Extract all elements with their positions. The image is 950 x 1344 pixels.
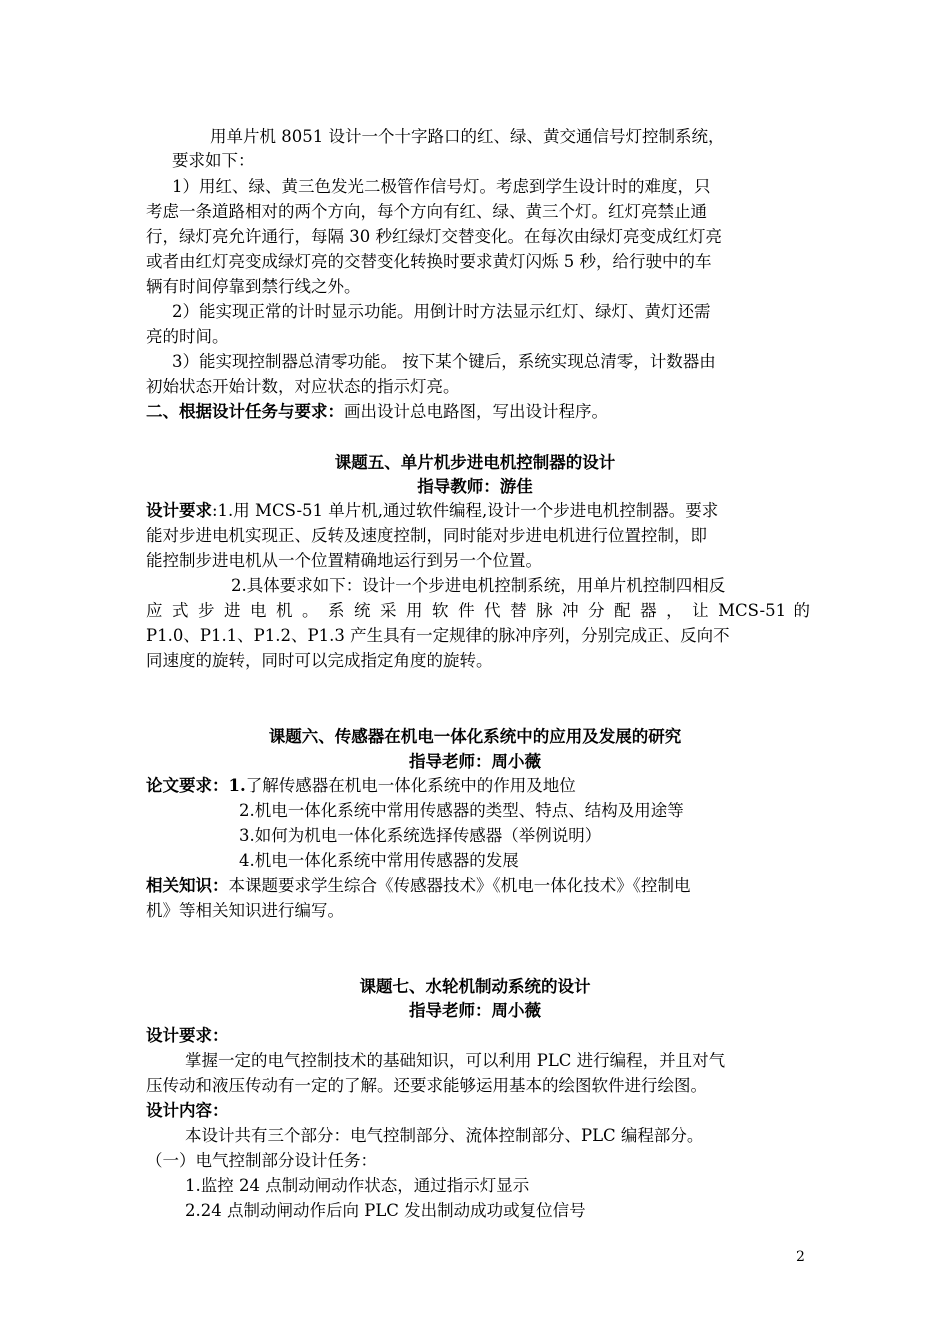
topic6-item-3: 3.如何为机电一体化系统选择传感器（举例说明） xyxy=(239,826,602,845)
topic6-item-1-number: 1. xyxy=(228,776,246,795)
topic6-knowledge-heading: 相关知识： xyxy=(146,876,229,895)
topic7-content-heading: 设计内容： xyxy=(146,1101,229,1120)
requirement-1-line-2: 考虑一条道路相对的两个方向，每个方向有红、绿、黄三个灯。红灯亮禁止通 xyxy=(146,202,707,221)
topic5-req-heading: 设计要求 xyxy=(146,501,212,520)
requirement-1-line-5: 辆有时间停靠到禁行线之外。 xyxy=(146,277,361,296)
topic6-item-4: 4.机电一体化系统中常用传感器的发展 xyxy=(239,851,519,870)
intro-line-1: 用单片机 8051 设计一个十字路口的红、绿、黄交通信号灯控制系统， xyxy=(210,127,725,146)
requirement-1-line-4: 或者由红灯亮变成绿灯亮的交替变化转换时要求黄灯闪烁 5 秒，给行驶中的车 xyxy=(146,252,712,271)
task-heading: 二、根据设计任务与要求： xyxy=(146,402,344,421)
topic6-item-2: 2.机电一体化系统中常用传感器的类型、特点、结构及用途等 xyxy=(239,801,684,820)
page-number: 2 xyxy=(796,1249,805,1265)
topic5-line-2: 能对步进电机实现正、反转及速度控制，同时能对步进电机进行位置控制，即 xyxy=(146,526,707,545)
topic6-teacher: 指导老师：周小薇 xyxy=(409,752,541,771)
topic5-title: 课题五、单片机步进电机控制器的设计 xyxy=(334,453,616,472)
topic7-req-line-1: 掌握一定的电气控制技术的基础知识，可以利用 PLC 进行编程，并且对气 xyxy=(185,1051,726,1070)
topic7-sub-item-2: 2.24 点制动闸动作后向 PLC 发出制动成功或复位信号 xyxy=(185,1201,586,1220)
topic6-req-heading: 论文要求： xyxy=(146,776,229,795)
task-text: 画出设计总电路图，写出设计程序。 xyxy=(344,402,608,421)
requirement-1-line-3: 行，绿灯亮允许通行，每隔 30 秒红绿灯交替变化。在每次由绿灯亮变成红灯亮 xyxy=(146,227,722,246)
intro-line-2: 要求如下： xyxy=(172,151,255,170)
topic7-req-line-2: 压传动和液压传动有一定的了解。还要求能够运用基本的绘图软件进行绘图。 xyxy=(146,1076,707,1095)
requirement-3-line-1: 3）能实现控制器总清零功能。 按下某个键后，系统实现总清零，计数器由 xyxy=(172,352,716,371)
topic7-sub-item-1: 1.监控 24 点制动闸动作状态，通过指示灯显示 xyxy=(185,1176,530,1195)
topic6-title: 课题六、传感器在机电一体化系统中的应用及发展的研究 xyxy=(268,727,682,746)
requirement-2-line-1: 2）能实现正常的计时显示功能。用倒计时方法显示红灯、绿灯、黄灯还需 xyxy=(172,302,711,321)
topic7-title: 课题七、水轮机制动系统的设计 xyxy=(359,977,591,996)
requirement-3-line-2: 初始状态开始计数，对应状态的指示灯亮。 xyxy=(146,377,460,396)
topic5-line-7: 同速度的旋转，同时可以完成指定角度的旋转。 xyxy=(146,651,493,670)
topic5-req-text: :1.用 MCS-51 单片机,通过软件编程,设计一个步进电机控制器。要求 xyxy=(212,501,719,520)
topic5-line-4: 2.具体要求如下：设计一个步进电机控制系统，用单片机控制四相反 xyxy=(231,576,726,595)
topic5-teacher: 指导教师：游佳 xyxy=(417,477,533,496)
requirement-2-line-2: 亮的时间。 xyxy=(146,327,229,346)
topic5-line-1 xyxy=(146,500,718,522)
topic6-item-1-line xyxy=(146,775,576,797)
requirement-1-line-1: 1）用红、绿、黄三色发光二极管作信号灯。考虑到学生设计时的难度，只 xyxy=(172,177,711,196)
topic6-item-1: 了解传感器在机电一体化系统中的作用及地位 xyxy=(245,776,576,795)
topic7-req-heading: 设计要求： xyxy=(146,1026,229,1045)
topic5-line-3: 能控制步进电机从一个位置精确地运行到另一个位置。 xyxy=(146,551,542,570)
topic7-subsection-heading: （一）电气控制部分设计任务： xyxy=(146,1151,377,1170)
topic6-knowledge-text: 本课题要求学生综合《传感器技术》《机电一体化技术》《控制电 xyxy=(228,876,691,895)
topic5-line-5: 应 式 步 进 电 机 。 系 统 采 用 软 件 代 替 脉 冲 分 配 器 ， 让 MCS-51 的 xyxy=(146,601,810,620)
topic5-line-6: P1.0、P1.1、P1.2、P1.3 产生具有一定规律的脉冲序列，分别完成正、反向不 xyxy=(146,626,730,645)
topic6-knowledge-line-1 xyxy=(146,875,691,897)
topic6-knowledge-line-2: 机》等相关知识进行编写。 xyxy=(146,901,344,920)
topic7-content-line: 本设计共有三个部分：电气控制部分、流体控制部分、PLC 编程部分。 xyxy=(185,1126,704,1145)
task-line xyxy=(146,401,608,423)
topic7-teacher: 指导老师：周小薇 xyxy=(409,1001,541,1020)
